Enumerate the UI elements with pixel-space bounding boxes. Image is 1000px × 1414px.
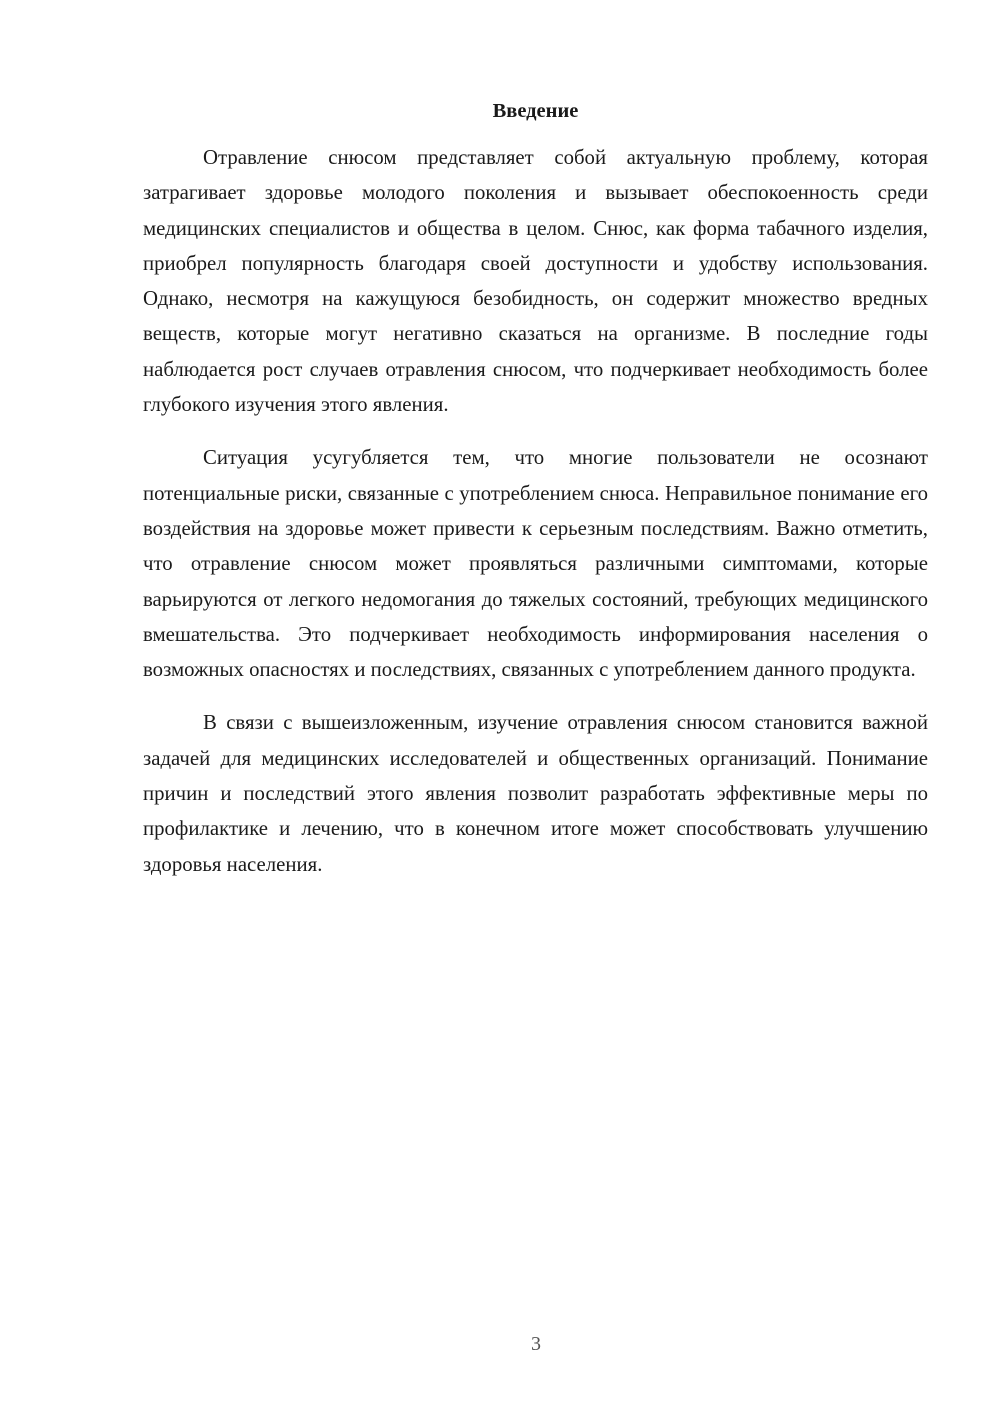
paragraph-3: В связи с вышеизложенным, изучение отравления снюсом становится важной задачей для медицинских исследователей и общественных организаций. Понимание причин и последствий этого явления позволит разработать эффективные меры по профилактике и лечению, что в конечном итоге может способствовать улучшению здоровья населения. [143,711,928,876]
paragraph-1: Отравление снюсом представляет собой актуальную проблему, которая затрагивает здоровье молодого поколения и вызывает обеспокоенность среди медицинских специалистов и общества в целом. Снюс, как форма табачного изделия, приобрел популярность благодаря своей доступности и удобству использования. Однако, несмотря на кажущуюся безобидность, он содержит множество вредных веществ, которые могут негативно сказаться на организме. В последние годы наблюдается рост случаев отравления снюсом, что подчеркивает необходимость более глубокого изучения этого явления. [143,146,928,417]
document-page [143,96,928,900]
paragraph-2: Ситуация усугубляется тем, что многие пользователи не осознают потенциальные риски, связанные с употреблением снюса. Неправильное понимание его воздействия на здоровье может привести к серьезным последствиям. Важно отметить, что отравление снюсом может проявляться различными симптомами, которые варьируются от легкого недомогания до тяжелых состояний, требующих медицинского вмешательства. Это подчеркивает необходимость информирования населения о возможных опасностях и последствиях, связанных с употреблением данного продукта. [143,446,928,682]
page-number: 3 [531,1333,541,1355]
section-heading: Введение [492,100,579,122]
